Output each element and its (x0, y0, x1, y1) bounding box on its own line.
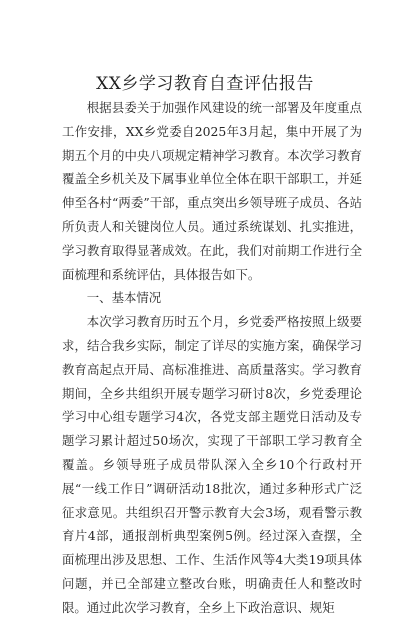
document-body (62, 96, 362, 620)
section-heading-basic-situation: 一、基本情况 (86, 290, 162, 306)
document-title: XX乡学习教育自查评估报告 (96, 74, 314, 94)
basic-situation-paragraph: 本次学习教育历时五个月，乡党委严格按照上级要求，结合我乡实际，制定了详尽的实施方案，确保学习教育高起点开局、高标准推进、高质量落实。学习教育期间，全乡共组织开展专题学习研讨8次，乡党委理论学习中心组专题学习4次，各党支部主题党日活动及专题学习累计超过50场次，实现了干部职工学习教育全覆盖。乡领导班子成员带队深入全乡10个行政村开展“一线工作日”调研活动18批次，通过多种形式广泛征求意见。共组织召开警示教育大会3场，观看警示教育片4部，通报剖析典型案例5例。经过深入查摆，全面梳理出涉及思想、工作、生活作风等4大类19项具体问题，并已全部建立整改台账，明确责任人和整改时限。通过此次学习教育，全乡上下政治意识、规矩 (62, 314, 362, 615)
intro-paragraph: 根据县委关于加强作风建设的统一部署及年度重点工作安排，XX乡党委自2025年3月起，集中开展了为期五个月的中央八项规定精神学习教育。本次学习教育覆盖全乡机关及下属事业单位全体在职干部职工，并延伸至各村“两委”干部，重点突出乡领导班子成员、各站所负责人和关键岗位人员。通过系统谋划、扎实推进，学习教育取得显著成效。在此，我们对前期工作进行全面梳理和系统评估，具体报告如下。 (62, 100, 362, 282)
